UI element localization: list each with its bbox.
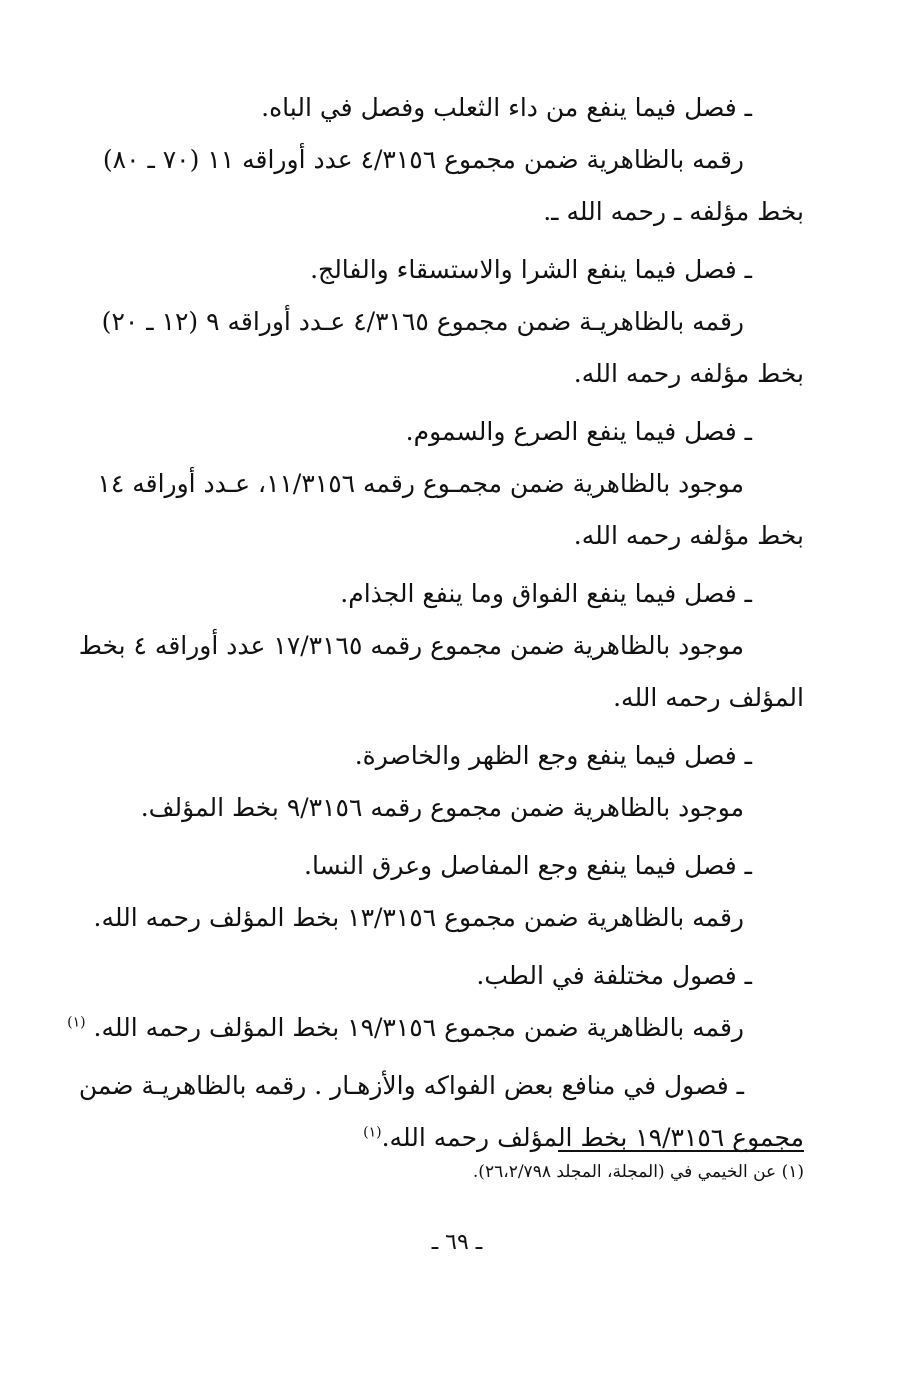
entry-heading: ـ فصل فيما ينفع الشرا والاستسقاء والفالج. [310, 255, 752, 284]
entry-description-line: موجود بالظاهرية ضمن مجمـوع رقمه ١١/٣١٥٦، عـدد أوراقه ١٤ [97, 469, 744, 498]
entry-description-line: بخط مؤلفه رحمه الله. [573, 521, 804, 550]
entry-description-line: بخط مؤلفه رحمه الله. [573, 359, 804, 388]
entry-description-line: رقمه بالظاهرية ضمن مجموع ٤/٣١٥٦ عدد أوراقه ١١ (٧٠ ـ ٨٠) [102, 145, 744, 174]
entry-heading: ـ فصل فيما ينفع الصرع والسموم. [405, 417, 752, 446]
footnote-divider [558, 1150, 804, 1152]
entry-description-with-note [67, 1002, 804, 1054]
entry-description-line: موجود بالظاهرية ضمن مجموع رقمه ١٧/٣١٦٥ عدد أوراقه ٤ بخط [78, 631, 744, 660]
entry-heading: ـ فصل فيما ينفع وجع المفاصل وعرق النسا. [304, 851, 752, 880]
page-number: ـ ٦٩ ـ [431, 1230, 483, 1255]
final-entry-line: ـ فصول في منافع بعض الفواكه والأزهـار . رقمه بالظاهريـة ضمن [78, 1071, 744, 1100]
manuscript-list [67, 82, 804, 1164]
entry-description-line: رقمه بالظاهرية ضمن مجموع ١٣/٣١٥٦ بخط المؤلف رحمه الله. [93, 903, 744, 932]
entry-description-line: رقمه بالظاهرية ضمن مجموع ١٩/٣١٥٦ بخط المؤلف رحمه الله. [93, 1013, 744, 1042]
entry-heading: ـ فصل فيما ينفع من داء الثعلب وفصل في الباه. [261, 93, 752, 122]
entry-heading: ـ فصول مختلفة في الطب. [476, 961, 752, 990]
entry-heading: ـ فصل فيما ينفع الفواق وما ينفع الجذام. [340, 579, 752, 608]
entry-description-line: بخط مؤلفه ـ رحمه الله ـ. [543, 197, 804, 226]
final-entry-line-with-note [110, 1112, 804, 1164]
footnote-text: (١) عن الخيمي في (المجلة، المجلد ٢٦،٢/٧٩٨). [472, 1162, 804, 1182]
entry-description-line: رقمه بالظاهريـة ضمن مجموع ٤/٣١٦٥ عـدد أوراقه ٩ (١٢ ـ ٢٠) [101, 307, 744, 336]
footnote-marker: (١) [363, 1124, 382, 1141]
entry-description-line: موجود بالظاهرية ضمن مجموع رقمه ٩/٣١٥٦ بخط المؤلف. [140, 793, 744, 822]
entry-description-line: المؤلف رحمه الله. [613, 683, 804, 712]
final-entry-line: مجموع ١٩/٣١٥٦ بخط المؤلف رحمه الله. [381, 1123, 804, 1152]
footnote-marker: (١) [67, 1014, 86, 1031]
entry-heading: ـ فصل فيما ينفع وجع الظهر والخاصرة. [354, 741, 752, 770]
